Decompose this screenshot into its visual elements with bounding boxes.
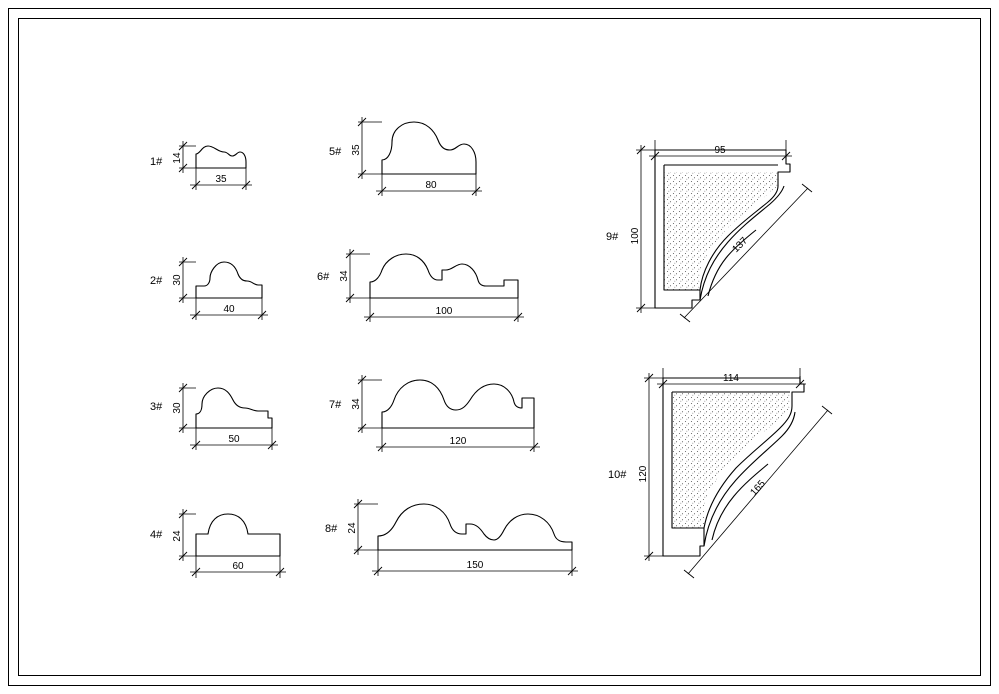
profile-detail-1 xyxy=(150,141,252,190)
profile-detail-3 xyxy=(150,383,278,450)
profile-3-width-text: 50 xyxy=(228,434,240,445)
profile-2-width-text: 40 xyxy=(223,304,235,315)
profile-detail-8 xyxy=(325,499,578,576)
corner-10-height-text: 120 xyxy=(638,465,649,483)
corner-10-diagonal-text: 165 xyxy=(748,478,768,499)
profile-5-width-text: 80 xyxy=(425,180,437,191)
profile-4-label: 4# xyxy=(150,529,163,541)
profile-6-label: 6# xyxy=(317,271,330,283)
profile-detail-6 xyxy=(317,249,524,322)
corner-9-diagonal-text: 137 xyxy=(730,235,751,256)
profile-1-height-text: 14 xyxy=(172,152,183,164)
profile-8-width-text: 150 xyxy=(466,560,484,571)
profile-detail-4 xyxy=(150,509,286,578)
corner-detail-10 xyxy=(608,368,832,578)
profile-2-label: 2# xyxy=(150,275,163,287)
profile-7-height-text: 34 xyxy=(351,398,362,410)
corner-9-height-text: 100 xyxy=(630,227,641,245)
profile-3-height-text: 30 xyxy=(172,402,183,414)
profile-detail-5 xyxy=(329,117,482,196)
profile-7-width-text: 120 xyxy=(449,436,467,447)
profile-4-width-text: 60 xyxy=(232,561,244,572)
corner-9-width-text: 95 xyxy=(714,145,726,156)
corner-detail-9 xyxy=(606,140,812,322)
profile-3-label: 3# xyxy=(150,401,163,413)
corner-10-label: 10# xyxy=(608,469,627,481)
profile-4-height-text: 24 xyxy=(172,530,183,542)
profile-5-label: 5# xyxy=(329,146,342,158)
corner-10-width-text: 114 xyxy=(723,373,739,384)
profile-7-label: 7# xyxy=(329,399,342,411)
profile-1-width-text: 35 xyxy=(215,174,227,185)
profile-6-height-text: 34 xyxy=(339,270,350,282)
corner-9-label: 9# xyxy=(606,231,619,243)
profile-2-height-text: 30 xyxy=(172,274,183,286)
profile-8-label: 8# xyxy=(325,523,338,535)
profile-6-width-text: 100 xyxy=(435,306,453,317)
profile-detail-7 xyxy=(329,375,540,452)
profile-detail-2 xyxy=(150,257,268,320)
profile-8-height-text: 24 xyxy=(347,522,358,534)
profile-1-label: 1# xyxy=(150,156,163,168)
profile-5-height-text: 35 xyxy=(351,144,362,156)
